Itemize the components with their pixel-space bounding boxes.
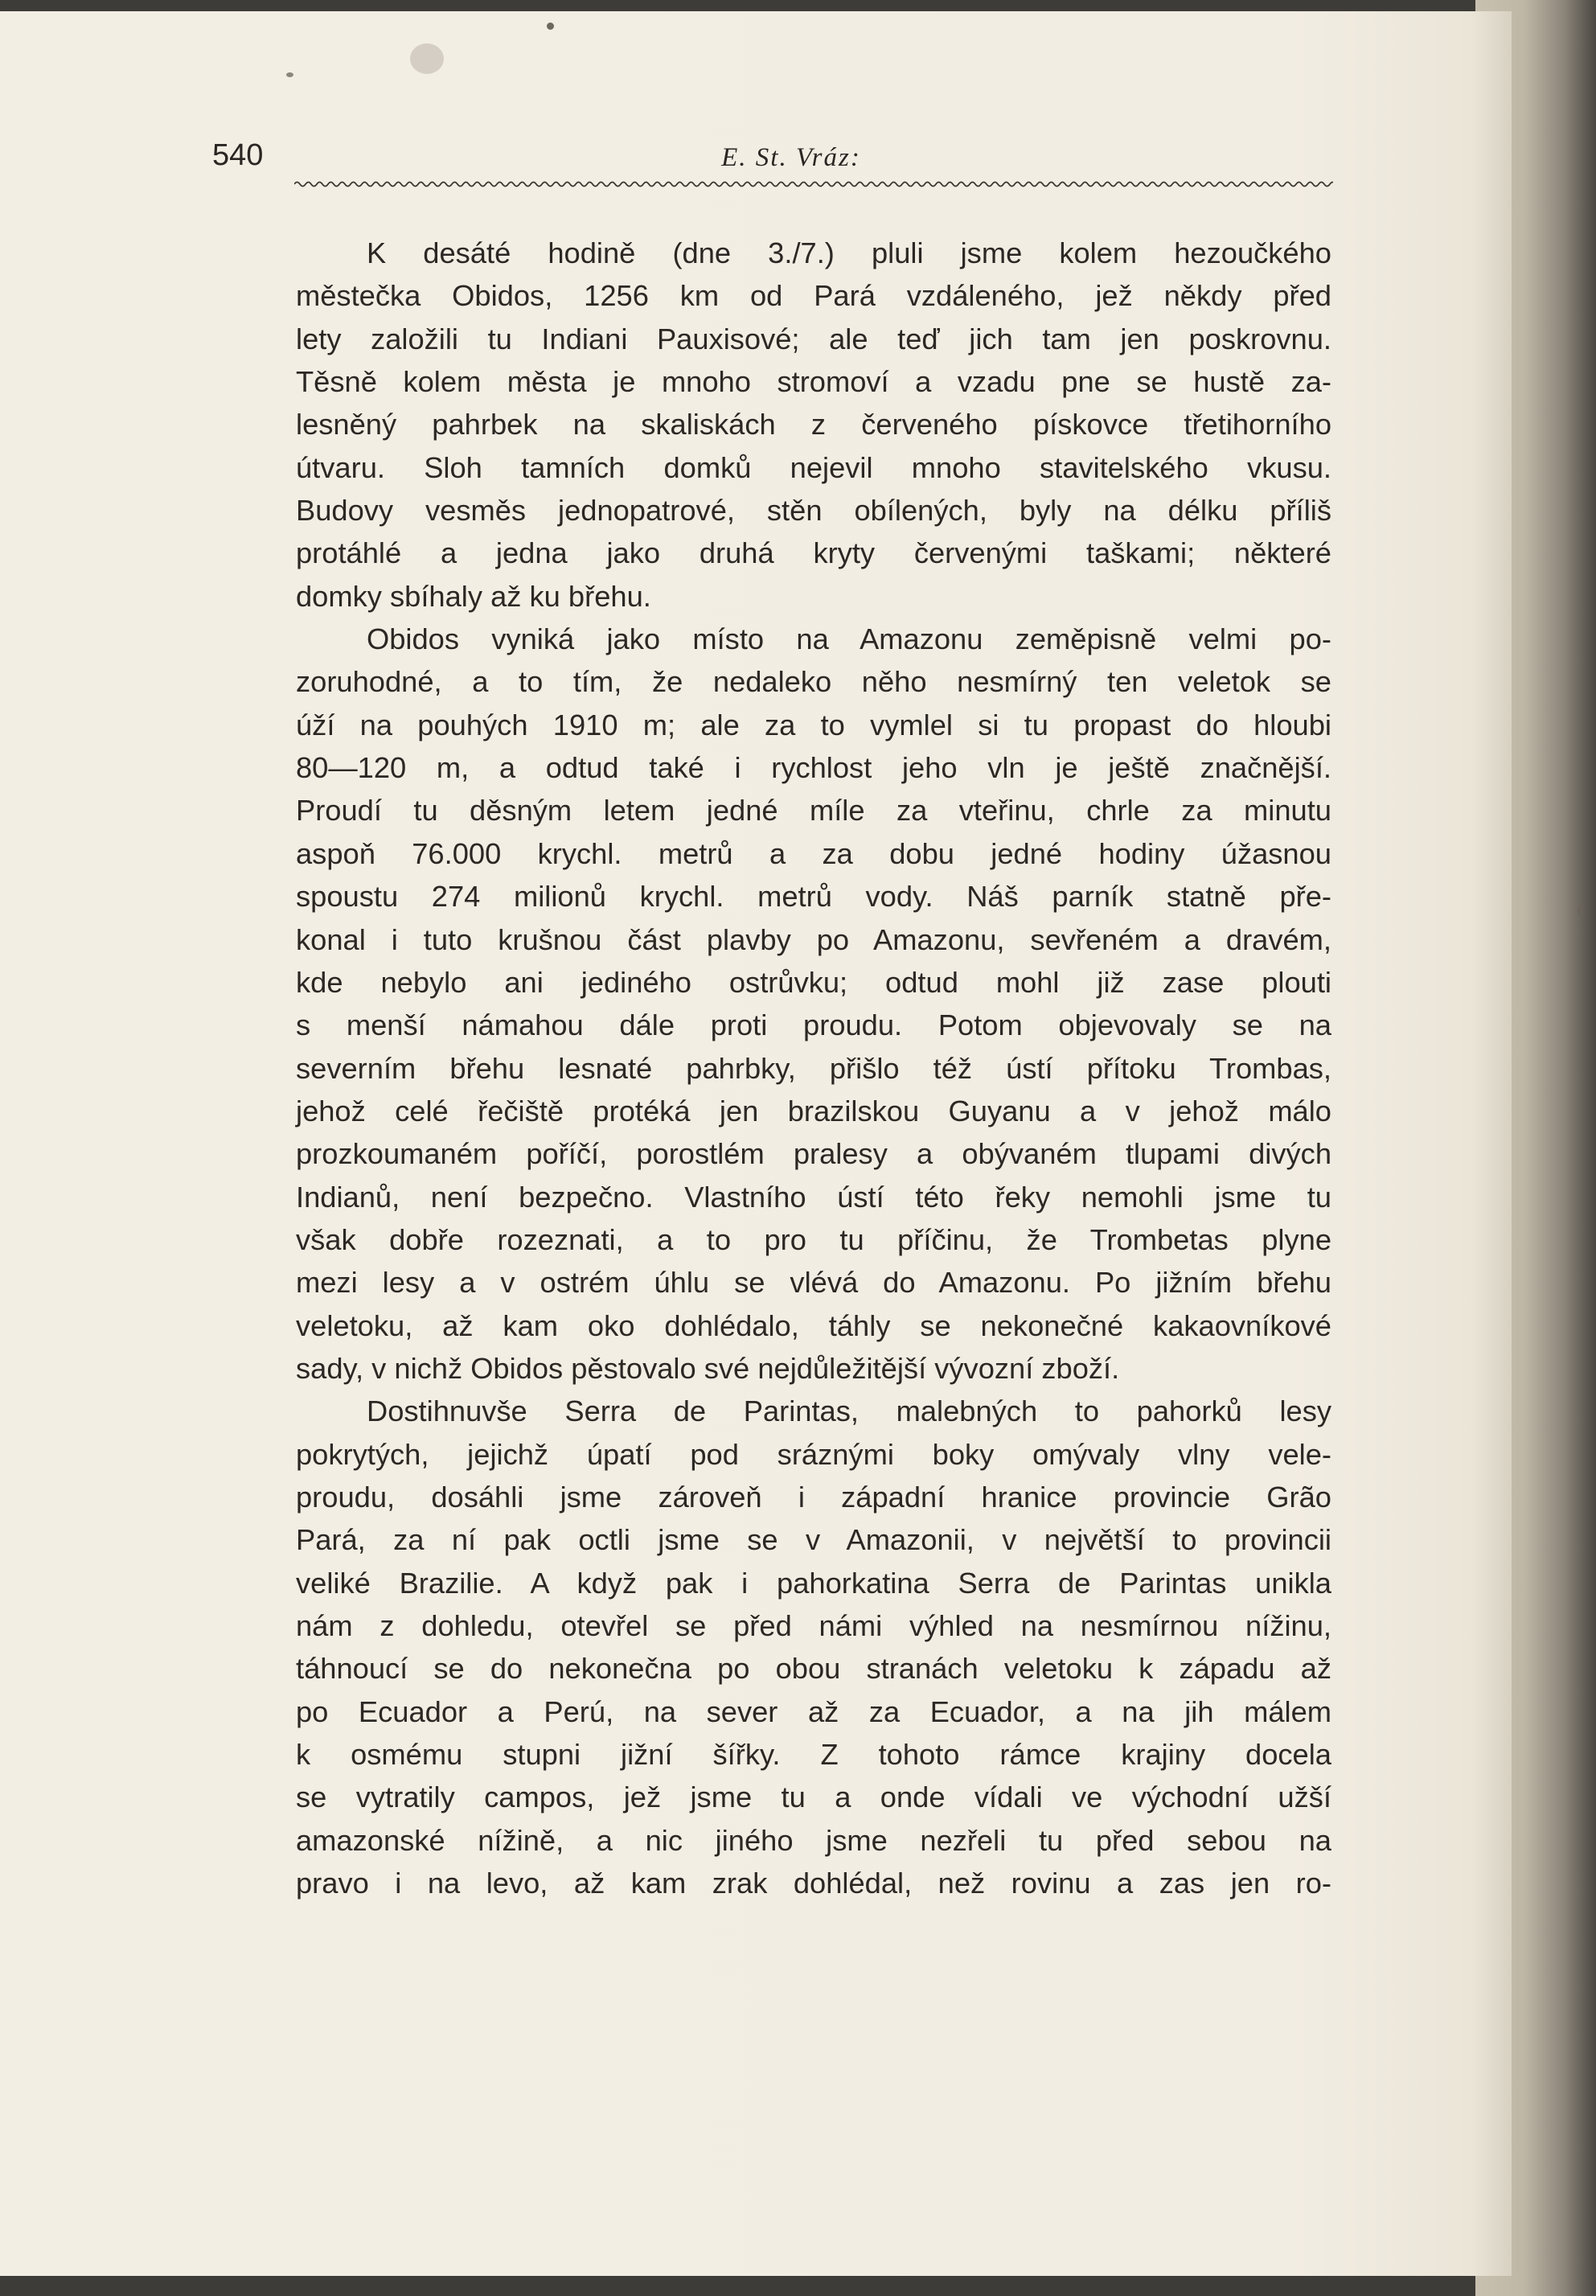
text-line: Pará, za ní pak octli jsme se v Amazonii, v největší to provincii xyxy=(296,1523,1331,1557)
text-line: k osmému stupni jižní šířky. Z tohoto rámce krajiny docela xyxy=(296,1738,1331,1772)
text-line: protáhlé a jedna jako druhá kryty červenými taškami; některé xyxy=(296,536,1331,570)
text-line: prozkoumaném poříčí, porostlém pralesy a obývaném tlupami divých xyxy=(296,1137,1331,1171)
text-line: městečka Obidos, 1256 km od Pará vzdáleného, jež někdy před xyxy=(296,279,1331,313)
text-line: severním břehu lesnaté pahrbky, přišlo též ústí přítoku Trombas, xyxy=(296,1051,1331,1085)
text-line: aspoň 76.000 krychl. metrů a za dobu jedné hodiny úžasnou xyxy=(296,836,1331,870)
text-line: jehož celé řečiště protéká jen brazilskou Guyanu a v jehož málo xyxy=(296,1094,1331,1127)
text-line: však dobře rozeznati, a to pro tu příčinu, že Trombetas plyne xyxy=(296,1222,1331,1256)
text-line: po Ecuador a Perú, na sever až za Ecuador, a na jih málem xyxy=(296,1694,1331,1728)
paper-blemish xyxy=(286,72,293,77)
text-line: nám z dohledu, otevřel se před námi výhled na nesmírnou nížinu, xyxy=(296,1609,1331,1642)
text-line: Budovy vesměs jednopatrové, stěn obílených, byly na délku příliš xyxy=(296,494,1331,528)
text-line: veletoku, až kam oko dohlédalo, táhly se nekonečné kakaovníkové xyxy=(296,1308,1331,1342)
text-line: pravo i na levo, až kam zrak dohlédal, než rovinu a zas jen ro- xyxy=(296,1867,1331,1900)
text-line: kde nebylo ani jediného ostrůvku; odtud mohl již zase plouti xyxy=(296,965,1331,999)
text-line: K desáté hodině (dne 3./7.) pluli jsme kolem hezoučkého xyxy=(367,236,1331,269)
text-line: Obidos vyniká jako místo na Amazonu zeměpisně velmi po- xyxy=(367,622,1331,656)
text-line: Těsně kolem města je mnoho stromoví a vzadu pne se hustě za- xyxy=(296,365,1331,399)
text-line: táhnoucí se do nekonečna po obou stranách veletoku k západu až xyxy=(296,1652,1331,1686)
running-head: E. St. Vráz: xyxy=(721,143,861,172)
text-line: s menší námahou dále proti proudu. Potom objevovaly se na xyxy=(296,1008,1331,1042)
page-number: 540 xyxy=(212,138,264,172)
paragraph-1 xyxy=(296,232,1331,618)
text-line: mezi lesy a v ostrém úhlu se vlévá do Amazonu. Po jižním břehu xyxy=(296,1266,1331,1300)
text-line: se vytratily campos, jež jsme tu a onde vídali ve východní užší xyxy=(296,1781,1331,1814)
text-line: zoruhodné, a to tím, že nedaleko něho nesmírný ten veletok se xyxy=(296,665,1331,699)
text-line: Dostihnuvše Serra de Parintas, malebných to pahorků lesy xyxy=(367,1394,1331,1428)
text-line: útvaru. Sloh tamních domků nejevil mnoho stavitelského vkusu. xyxy=(296,450,1331,484)
text-line: lety založili tu Indiani Pauxisové; ale teď jich tam jen poskrovnu. xyxy=(296,322,1331,355)
paper-blemish xyxy=(1578,906,1582,915)
header-wavy-rule xyxy=(294,179,1333,190)
text-line: Proudí tu děsným letem jedné míle za vteřinu, chrle za minutu xyxy=(296,794,1331,828)
text-line: 80—120 m, a odtud také i rychlost jeho vln je ještě značnější. xyxy=(296,751,1331,785)
text-line: domky sbíhaly až ku břehu. xyxy=(296,579,651,613)
text-line: Indianů, není bezpečno. Vlastního ústí této řeky nemohli jsme tu xyxy=(296,1180,1331,1214)
text-line: veliké Brazilie. A když pak i pahorkatina Serra de Parintas unikla xyxy=(296,1566,1331,1600)
text-line: spoustu 274 milionů krychl. metrů vody. Náš parník statně pře- xyxy=(296,880,1331,914)
text-line: lesněný pahrbek na skaliskách z červeného pískovce třetihorního xyxy=(296,408,1331,442)
text-line: konal i tuto krušnou část plavby po Amazonu, sevřeném a dravém, xyxy=(296,922,1331,956)
text-line: pokrytých, jejichž úpatí pod sráznými boky omývaly vlny vele- xyxy=(296,1437,1331,1471)
paragraph-2 xyxy=(296,618,1331,1390)
text-line: úží na pouhých 1910 m; ale za to vymlel si tu propast do hloubi xyxy=(296,708,1331,741)
text-line: proudu, dosáhli jsme zároveň i západní hranice provincie Grão xyxy=(296,1480,1331,1514)
paragraph-3 xyxy=(296,1390,1331,1904)
text-line: amazonské nížině, a nic jiného jsme nezřeli tu před sebou na xyxy=(296,1823,1331,1857)
body-text xyxy=(296,232,1331,1904)
paper-blemish xyxy=(547,23,554,30)
text-line: sady, v nichž Obidos pěstovalo své nejdůležitější vývozní zboží. xyxy=(296,1351,1120,1385)
paper-blemish xyxy=(410,43,444,74)
